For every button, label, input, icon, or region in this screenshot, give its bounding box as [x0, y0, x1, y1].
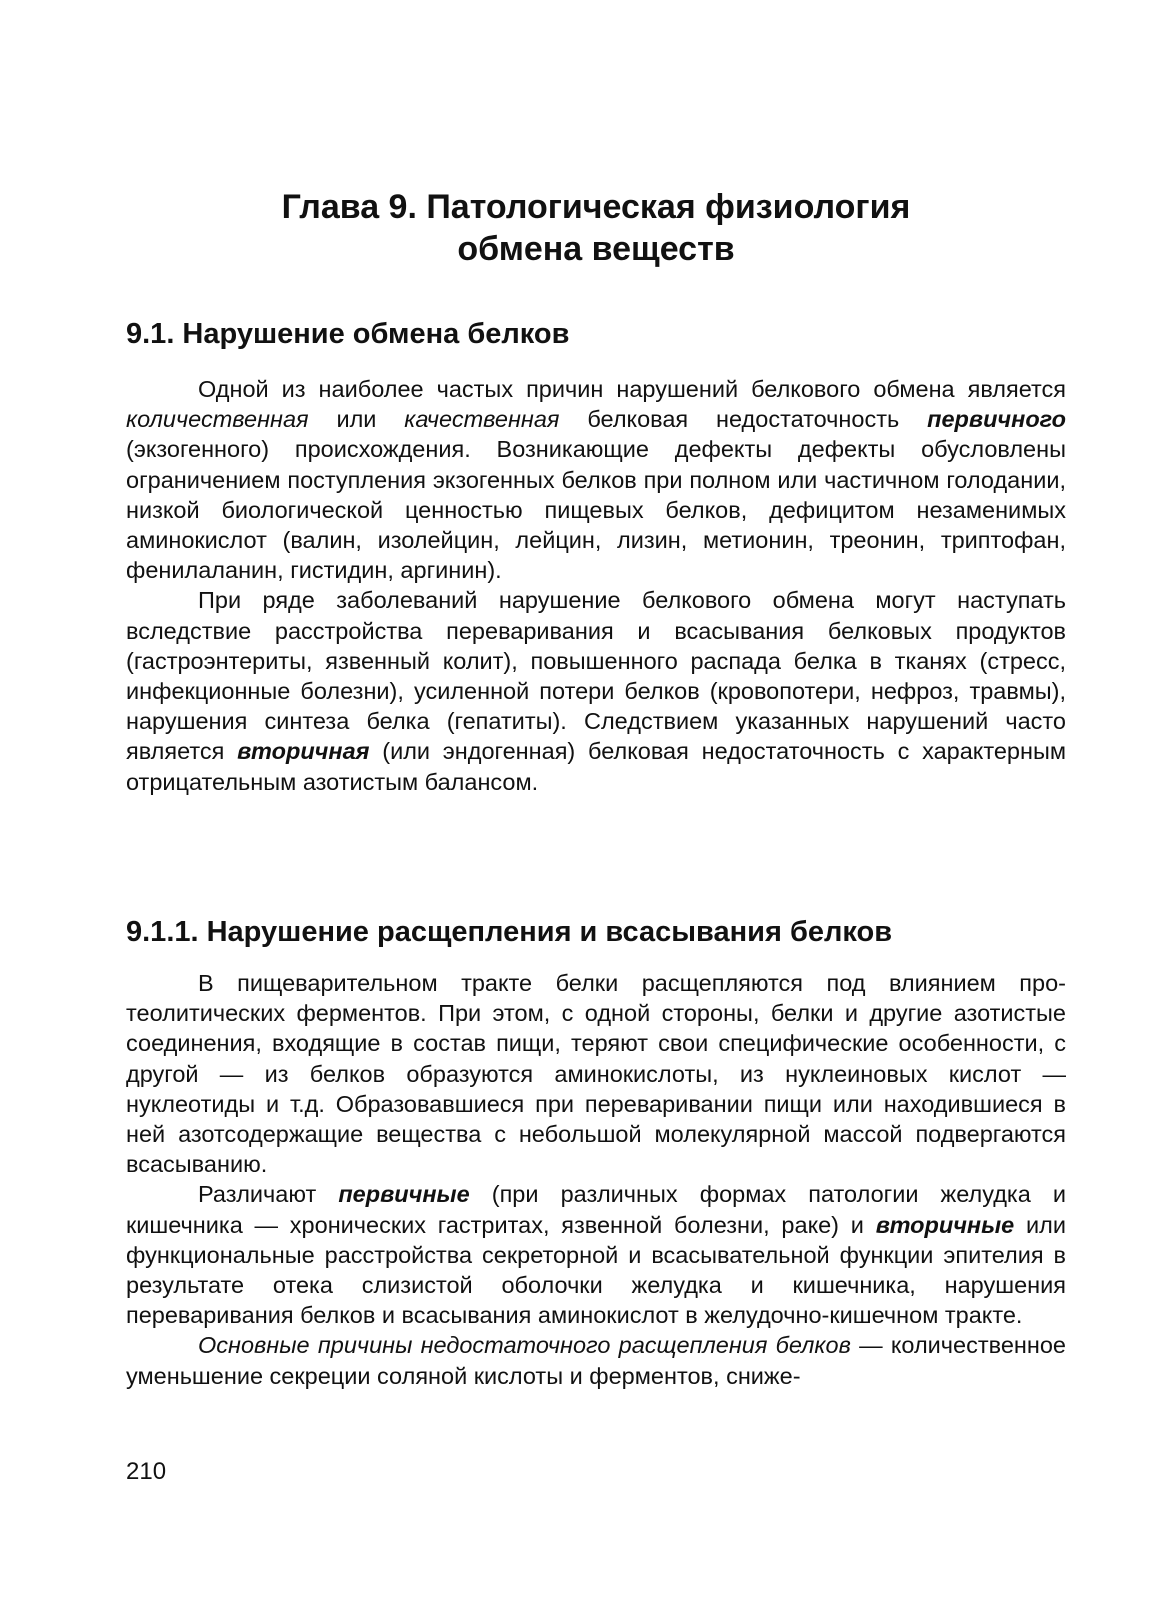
page-number: 210: [126, 1458, 167, 1485]
section-9-1-1-body: [126, 968, 1066, 1391]
text-run: Одной из наиболее частых причин нарушений белкового обмена является: [198, 376, 1066, 402]
text-run: (экзогенного) происхождения. Возникающие дефекты дефекты обусловлены ограничением поступления экзогенных белков при полном или частичном голодании, низкой биологической ценностью пищевых белков, дефицитом незаменимых аминокислот (валин, изолейцин, лейцин, лизин, метионин, треонин, триптофан, фенилаланин, гистидин, аргинин).: [126, 436, 1066, 584]
paragraph: [126, 585, 1066, 796]
paragraph: [126, 1179, 1066, 1330]
paragraph: В пищеварительном тракте белки расщепляются под влиянием протеолитических ферментов. При этом, с одной стороны, белки и другие азотистые соединения, входящие в состав пищи, теряют свои специфические особенности, с другой — из белков образуются аминокислоты, из нуклеиновых кислот — нуклеотиды и т.д. Образовавшиеся при переваривании пищи или находившиеся в ней азотсодержащие вещества с небольшой молекулярной массой подвергаются всасыванию.: [126, 970, 1066, 1178]
italic-term: качественная: [404, 406, 560, 433]
paragraph: [126, 1330, 1066, 1390]
bold-italic-term: первичного: [927, 406, 1066, 433]
section-heading-9-1: 9.1. Нарушение обмена белков: [126, 318, 570, 350]
text-run: или функциональные расстройства секреторной и всасывательной функции эпителия в результате отека слизистой оболочки желудка и кишечника, нарушения переваривания белков и всасывания аминокислот в желудочно-кишечном тракте.: [126, 1211, 1067, 1329]
text-run: При ряде заболеваний нарушение белкового обмена могут наступать вследствие расстройства переваривания и всасывания белковых продуктов (гастроэнтериты, язвенный колит), повышенного распада белка в тканях (стресс, инфекционные болезни), усиленной потери белков (кровопотери, нефроз, травмы), нарушения синтеза белка (гепатиты). Следствием указанных нарушений часто является: [126, 587, 1066, 765]
italic-term: Основные причины недостаточного расщепления белков: [198, 1332, 851, 1359]
bold-italic-term: первичные: [338, 1181, 470, 1208]
text-run: Различают: [198, 1181, 339, 1208]
paragraph: [126, 374, 1066, 585]
book-page: [126, 0, 1066, 1600]
chapter-title: [126, 186, 1066, 270]
text-run: (при различных формах патологии желудка и кишечника — хронических гастритах, язвенной болезни, раке) и: [126, 1181, 1067, 1238]
section-9-1-body: [126, 374, 1066, 797]
text-run: — количественное уменьшение секреции соляной кислоты и ферментов, сниже-: [126, 1332, 1066, 1389]
chapter-title-line-2: обмена веществ: [457, 230, 735, 268]
text-run: или: [308, 406, 405, 433]
italic-term: количественная: [126, 406, 309, 433]
bold-italic-term: вторичные: [875, 1211, 1015, 1238]
text-run: (или эндогенная) белковая недостаточность с характерным отрицательным азотистым балансом.: [126, 738, 1066, 795]
chapter-title-line-1: Глава 9. Патологическая физиология: [281, 188, 911, 226]
section-heading-9-1-1: 9.1.1. Нарушение расщепления и всасывания белков: [126, 916, 893, 948]
bold-italic-term: вторичная: [237, 738, 370, 765]
text-run: белковая недостаточность: [559, 406, 928, 433]
